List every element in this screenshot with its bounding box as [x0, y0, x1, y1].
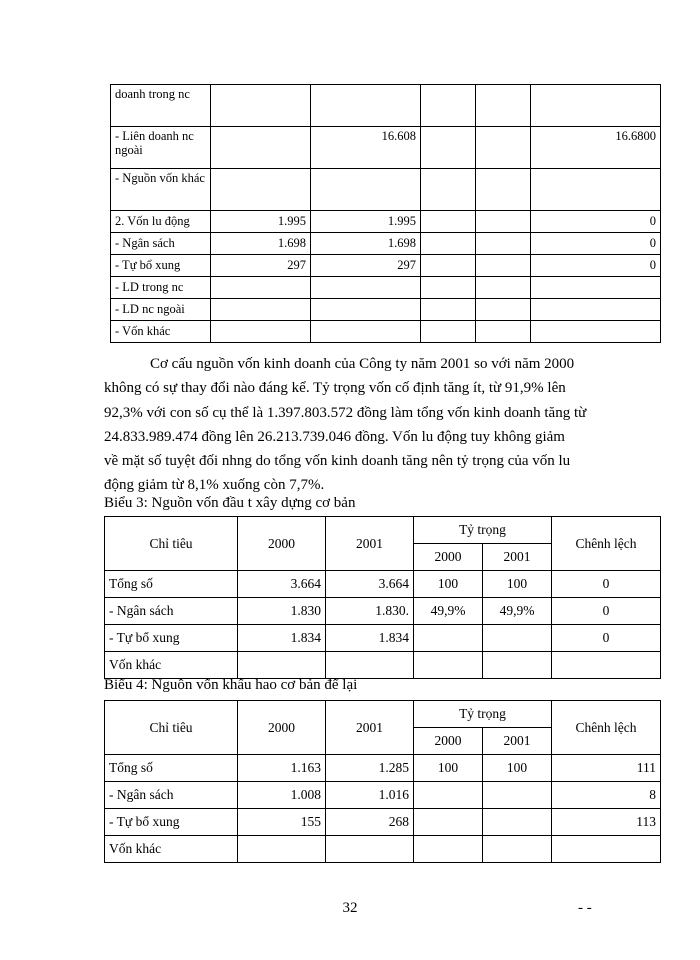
- row-label: - Tự bổ xung: [105, 809, 238, 836]
- table-row: [111, 233, 661, 255]
- row-prop-2000: [421, 233, 476, 255]
- row-label: - Ngân sách: [105, 598, 238, 625]
- row-difference: [531, 277, 661, 299]
- row-value-2001: 1.834: [326, 625, 414, 652]
- row-prop-2001: [476, 127, 531, 169]
- table-row: [105, 755, 661, 782]
- row-value-2001: 297: [311, 255, 421, 277]
- row-prop-2000: [421, 255, 476, 277]
- footer-mark: - -: [578, 900, 592, 916]
- row-value-2001: 1.995: [311, 211, 421, 233]
- row-label: - Vốn khác: [111, 321, 211, 343]
- paragraph-line: Cơ cấu nguồn vốn kinh doanh của Công ty năm 2001 so với năm 2000: [150, 356, 575, 372]
- table-capital-structure-continued: [110, 84, 661, 343]
- row-prop-2001: [476, 169, 531, 211]
- row-value-2000: [211, 127, 311, 169]
- row-difference: 0: [531, 233, 661, 255]
- page-number: 32: [342, 900, 358, 916]
- table-row: [111, 85, 661, 127]
- row-value-2001: [326, 652, 414, 679]
- row-prop-2000: [421, 211, 476, 233]
- table-header-row: [105, 701, 661, 728]
- row-prop-2000: [421, 299, 476, 321]
- row-value-2000: 1.995: [211, 211, 311, 233]
- table-row: [105, 782, 661, 809]
- header-proportion-2000: 2000: [414, 544, 483, 571]
- header-proportion: Tỷ trọng: [414, 701, 552, 728]
- row-label: Vốn khác: [105, 652, 238, 679]
- table-row: [105, 625, 661, 652]
- row-prop-2000: [414, 782, 483, 809]
- row-prop-2001: [483, 652, 552, 679]
- row-value-2001: [311, 85, 421, 127]
- header-proportion: Tỷ trọng: [414, 517, 552, 544]
- row-prop-2001: [483, 625, 552, 652]
- row-prop-2001: [476, 277, 531, 299]
- paragraph-line: 24.833.989.474 đồng lên 26.213.739.046 đồng. Vốn lu động tuy không giảm: [104, 428, 565, 445]
- row-value-2001: [311, 321, 421, 343]
- table-row: [105, 836, 661, 863]
- header-2000: 2000: [238, 517, 326, 571]
- row-value-2000: [211, 169, 311, 211]
- row-difference: [531, 85, 661, 127]
- row-difference: [531, 321, 661, 343]
- row-difference: [552, 836, 661, 863]
- body-paragraph: [104, 352, 660, 498]
- row-prop-2001: [476, 299, 531, 321]
- row-value-2000: 3.664: [238, 571, 326, 598]
- row-prop-2000: [414, 809, 483, 836]
- paragraph-line: không có sự thay đổi nào đáng kể. Tỷ trọng vốn cố định tăng ít, từ 91,9% lên: [104, 380, 566, 397]
- row-value-2001: [311, 169, 421, 211]
- table-row: [111, 127, 661, 169]
- row-difference: 0: [552, 625, 661, 652]
- table-row: [111, 321, 661, 343]
- row-label: - Liên doanh nc ngoài: [111, 127, 211, 169]
- row-value-2000: 1.008: [238, 782, 326, 809]
- row-label: - Ngân sách: [105, 782, 238, 809]
- row-value-2000: [238, 652, 326, 679]
- row-prop-2000: 49,9%: [414, 598, 483, 625]
- row-difference: [531, 299, 661, 321]
- row-label: - LD trong nc: [111, 277, 211, 299]
- table-row: [111, 255, 661, 277]
- row-label: Tổng số: [105, 571, 238, 598]
- row-value-2001: [326, 836, 414, 863]
- row-prop-2000: [414, 836, 483, 863]
- table-row: [105, 598, 661, 625]
- row-prop-2000: 100: [414, 571, 483, 598]
- row-value-2001: 1.698: [311, 233, 421, 255]
- row-value-2000: [211, 299, 311, 321]
- row-value-2001: 3.664: [326, 571, 414, 598]
- row-value-2001: 268: [326, 809, 414, 836]
- table-bieu-4: [104, 700, 661, 863]
- row-label: - Ngân sách: [111, 233, 211, 255]
- row-value-2001: 1.285: [326, 755, 414, 782]
- row-prop-2000: [421, 277, 476, 299]
- table-row: [105, 809, 661, 836]
- row-prop-2001: 100: [483, 571, 552, 598]
- row-value-2001: [311, 277, 421, 299]
- table-row: [105, 652, 661, 679]
- row-prop-2001: [476, 211, 531, 233]
- row-value-2000: 1.834: [238, 625, 326, 652]
- row-label: doanh trong nc: [111, 85, 211, 127]
- row-prop-2000: [421, 321, 476, 343]
- paragraph-line: động giảm từ 8,1% xuống còn 7,7%.: [104, 477, 325, 494]
- row-prop-2001: [483, 809, 552, 836]
- row-prop-2001: [476, 255, 531, 277]
- row-difference: 0: [552, 598, 661, 625]
- row-value-2000: 155: [238, 809, 326, 836]
- row-prop-2000: [414, 625, 483, 652]
- row-prop-2000: 100: [414, 755, 483, 782]
- row-difference: 8: [552, 782, 661, 809]
- header-2001: 2001: [326, 517, 414, 571]
- row-value-2000: [211, 277, 311, 299]
- row-prop-2001: 100: [483, 755, 552, 782]
- row-value-2001: 16.608: [311, 127, 421, 169]
- header-proportion-2000: 2000: [414, 728, 483, 755]
- row-difference: 113: [552, 809, 661, 836]
- row-value-2000: 1.698: [211, 233, 311, 255]
- row-prop-2001: [483, 782, 552, 809]
- row-difference: 0: [552, 571, 661, 598]
- row-prop-2000: [414, 652, 483, 679]
- row-label: - LD nc ngoài: [111, 299, 211, 321]
- table-row: [105, 571, 661, 598]
- header-criteria: Chỉ tiêu: [105, 517, 238, 571]
- header-proportion-2001: 2001: [483, 728, 552, 755]
- row-value-2000: 1.830: [238, 598, 326, 625]
- row-prop-2001: [476, 233, 531, 255]
- row-value-2000: 297: [211, 255, 311, 277]
- paragraph-line: về mặt số tuyệt đối nhng do tổng vốn kinh doanh tăng nên tỷ trọng của vốn lu: [104, 453, 571, 470]
- row-prop-2001: [476, 321, 531, 343]
- row-prop-2001: [476, 85, 531, 127]
- row-difference: [552, 652, 661, 679]
- row-value-2000: [238, 836, 326, 863]
- header-criteria: Chỉ tiêu: [105, 701, 238, 755]
- row-difference: 16.6800: [531, 127, 661, 169]
- table-bieu-3: [104, 516, 661, 679]
- row-value-2001: [311, 299, 421, 321]
- table-header-row: [105, 517, 661, 544]
- row-prop-2000: [421, 85, 476, 127]
- caption-bieu-3: Biểu 3: Nguồn vốn đầu t xây dựng cơ bản: [104, 495, 356, 511]
- row-label: Tổng số: [105, 755, 238, 782]
- row-value-2001: 1.016: [326, 782, 414, 809]
- row-difference: 111: [552, 755, 661, 782]
- row-label: 2. Vốn lu động: [111, 211, 211, 233]
- row-difference: 0: [531, 255, 661, 277]
- row-value-2000: [211, 321, 311, 343]
- row-prop-2001: [483, 836, 552, 863]
- header-2001: 2001: [326, 701, 414, 755]
- table-row: [111, 299, 661, 321]
- table-row: [111, 169, 661, 211]
- row-label: - Nguồn vốn khác: [111, 169, 211, 211]
- caption-bieu-4: Biểu 4: Nguồn vốn khấu hao cơ bản để lại: [104, 677, 358, 693]
- row-prop-2000: [421, 127, 476, 169]
- header-2000: 2000: [238, 701, 326, 755]
- row-value-2000: [211, 85, 311, 127]
- row-label: Vốn khác: [105, 836, 238, 863]
- row-prop-2000: [421, 169, 476, 211]
- paragraph-line: 92,3% với con số cụ thể là 1.397.803.572 đồng làm tổng vốn kinh doanh tăng từ: [104, 404, 587, 421]
- header-proportion-2001: 2001: [483, 544, 552, 571]
- header-difference: Chênh lệch: [552, 701, 661, 755]
- table-row: [111, 211, 661, 233]
- row-label: - Tự bổ xung: [105, 625, 238, 652]
- row-label: - Tự bổ xung: [111, 255, 211, 277]
- row-difference: [531, 169, 661, 211]
- row-value-2000: 1.163: [238, 755, 326, 782]
- row-prop-2001: 49,9%: [483, 598, 552, 625]
- row-difference: 0: [531, 211, 661, 233]
- header-difference: Chênh lệch: [552, 517, 661, 571]
- row-value-2001: 1.830.: [326, 598, 414, 625]
- table-row: [111, 277, 661, 299]
